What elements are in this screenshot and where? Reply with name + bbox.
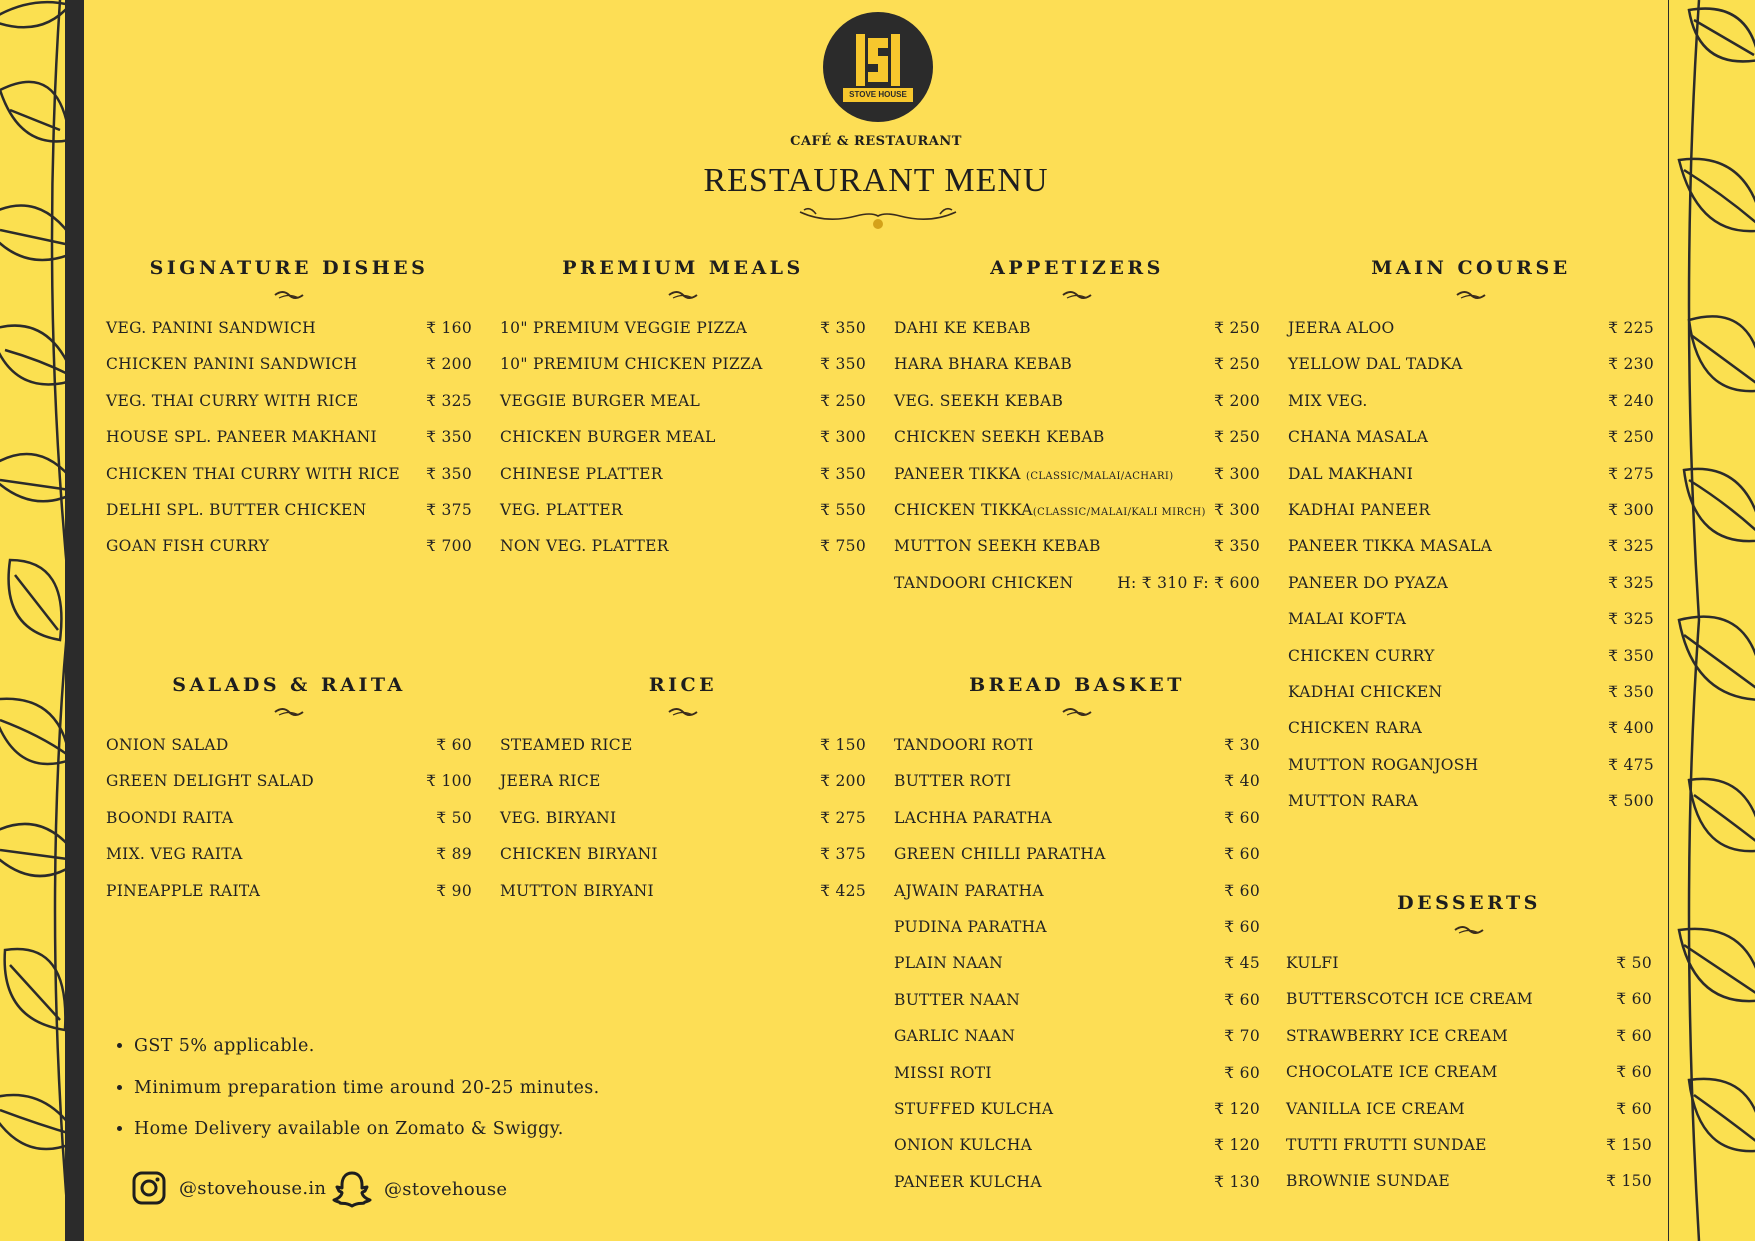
item-name: VEG. PLATTER [500,500,623,519]
menu-item [500,355,866,391]
item-price: ₹ 300 [820,428,866,447]
menu-item [894,501,1260,537]
item-price: ₹ 60 [1616,1026,1652,1045]
section-title: APPETIZERS [990,257,1164,279]
section-title: RICE [648,674,718,696]
stove-house-logo [823,12,933,122]
item-name: BUTTER ROTI [894,772,1012,791]
item-name: ONION SALAD [106,736,229,754]
item-name: CHICKEN TIKKA [894,500,1033,519]
item-price: ₹ 30 [1224,736,1260,754]
item-price: ₹ 60 [1224,845,1260,864]
item-name: KADHAI CHICKEN [1288,682,1443,701]
menu-item [894,845,1260,881]
item-name: 10" PREMIUM CHICKEN PIZZA [500,355,763,374]
main-course-items [1288,319,1654,828]
menu-item [500,319,866,355]
section-bread-basket [894,674,1260,1209]
menu-item [894,1100,1260,1136]
menu-item [894,319,1260,355]
menu-item [894,465,1260,501]
menu-item [1288,792,1654,828]
item-name: JEERA ALOO [1288,319,1395,337]
menu-item [894,918,1260,954]
item-price: ₹ 350 [1608,646,1654,665]
item-name: VEGGIE BURGER MEAL [500,391,701,410]
item-price: ₹ 425 [820,881,866,900]
menu-item [894,809,1260,845]
item-price: ₹ 400 [1608,719,1654,738]
signature-items [106,319,472,574]
item-price: ₹ 300 [1214,464,1260,483]
item-name: MUTTON BIRYANI [500,881,654,900]
item-name: GOAN FISH CURRY [106,537,270,556]
item-price: ₹ 350 [426,464,472,483]
appetizer-items [894,319,1260,610]
item-price: ₹ 60 [436,736,472,754]
menu-item [1288,719,1654,755]
item-price: ₹ 120 [1214,1136,1260,1155]
menu-title: RESTAURANT MENU [703,162,1049,199]
item-price: ₹ 50 [436,808,472,827]
item-name: YELLOW DAL TADKA [1288,355,1463,374]
menu-item [1288,574,1654,610]
item-price: ₹ 750 [820,537,866,556]
salad-items [106,736,472,918]
rice-items [500,736,866,918]
menu-item [894,991,1260,1027]
instagram-handle: @stovehouse.in [179,1177,327,1199]
item-name: CHICKEN BURGER MEAL [500,428,716,447]
item-name: CHICKEN RARA [1288,719,1423,738]
item-name: KULFI [1286,954,1339,972]
item-name: BOONDI RAITA [106,808,234,827]
menu-item [894,1173,1260,1209]
bread-items [894,736,1260,1209]
logo-monogram [854,34,902,86]
item-price: ₹ 60 [1224,808,1260,827]
right-leaf-border [1669,0,1755,1241]
item-name: STUFFED KULCHA [894,1099,1054,1118]
item-price: ₹ 300 [1214,500,1260,519]
item-price: ₹ 250 [1214,319,1260,337]
snapchat-icon [332,1170,372,1208]
menu-item [500,392,866,428]
menu-item [106,736,472,772]
section-salads-raita [106,674,472,918]
item-price: ₹ 45 [1224,954,1260,973]
item-variant-note: (CLASSIC/MALAI/ACHARI) [1026,470,1174,482]
item-price: ₹ 60 [1224,1063,1260,1082]
item-price: ₹ 325 [426,391,472,410]
section-flourish [667,289,699,301]
item-name: MIX. VEG RAITA [106,845,243,864]
item-price: ₹ 350 [820,319,866,337]
menu-item [1288,501,1654,537]
item-name: PLAIN NAAN [894,954,1004,973]
item-price: ₹ 100 [426,772,472,791]
note-preparation-time: • Minimum preparation time around 20-25 minutes. [134,1078,600,1120]
item-price: ₹ 150 [1606,1135,1652,1154]
menu-item [894,1027,1260,1063]
section-flourish [273,289,305,301]
menu-item [894,355,1260,391]
menu-item [106,319,472,355]
item-name: CHICKEN PANINI SANDWICH [106,355,358,374]
item-price: ₹ 70 [1224,1027,1260,1046]
item-name: VEG. THAI CURRY WITH RICE [106,391,359,410]
item-name: VEG. SEEKH KEBAB [894,391,1064,410]
item-price: ₹ 300 [1608,500,1654,519]
menu-item [500,845,866,881]
dessert-items [1286,954,1652,1209]
menu-item [1288,428,1654,464]
item-name: 10" PREMIUM VEGGIE PIZZA [500,319,748,337]
menu-item [1288,319,1654,355]
item-name: GREEN CHILLI PARATHA [894,845,1106,864]
item-price: ₹ 60 [1224,917,1260,936]
menu-item [1288,683,1654,719]
section-flourish [1061,706,1093,718]
item-name: PINEAPPLE RAITA [106,881,261,900]
menu-item [1288,610,1654,646]
item-price: ₹ 89 [436,845,472,864]
item-price: ₹ 240 [1608,391,1654,410]
item-price: ₹ 160 [426,319,472,337]
section-rice [500,674,866,918]
item-price: ₹ 350 [1608,682,1654,701]
item-name: CHICKEN SEEKH KEBAB [894,428,1105,447]
section-appetizers [894,257,1260,610]
menu-item [1286,1063,1652,1099]
item-name: STRAWBERRY ICE CREAM [1286,1026,1508,1045]
item-price: ₹ 325 [1608,537,1654,556]
menu-item [894,428,1260,464]
note-gst: • GST 5% applicable. [134,1036,600,1078]
menu-item [1288,537,1654,573]
item-name: VANILLA ICE CREAM [1286,1099,1465,1118]
menu-item [894,1064,1260,1100]
item-price: ₹ 230 [1608,355,1654,374]
item-price: ₹ 150 [1606,1172,1652,1191]
section-title: SIGNATURE DISHES [149,257,429,279]
item-name: BROWNIE SUNDAE [1286,1172,1451,1191]
item-name: CHICKEN THAI CURRY WITH RICE [106,464,400,483]
item-name: VEG. PANINI SANDWICH [106,319,316,337]
item-name: STEAMED RICE [500,736,633,754]
menu-item [106,537,472,573]
section-desserts [1286,892,1652,1209]
section-flourish [1061,289,1093,301]
item-price: ₹ 60 [1616,1063,1652,1082]
item-price: ₹ 200 [820,772,866,791]
menu-item [500,428,866,464]
item-price: ₹ 130 [1214,1172,1260,1191]
menu-item [500,736,866,772]
item-price: ₹ 350 [820,355,866,374]
item-price: ₹ 275 [1608,464,1654,483]
item-name: PUDINA PARATHA [894,917,1047,936]
menu-item [894,1136,1260,1172]
item-price: ₹ 150 [820,736,866,754]
item-price: ₹ 550 [820,500,866,519]
section-premium-meals [500,257,866,574]
menu-item [1286,1100,1652,1136]
item-variant-note: (CLASSIC/MALAI/KALI MIRCH) [1032,506,1206,518]
item-price: ₹ 50 [1616,954,1652,972]
menu-item [106,882,472,918]
menu-item [1286,990,1652,1026]
item-price: ₹ 225 [1608,319,1654,337]
item-name: PANEER TIKKA [894,464,1027,483]
menu-item [500,772,866,808]
snapchat-link[interactable] [332,1170,507,1208]
leaf-pattern-right [1669,0,1755,1241]
menu-item [106,428,472,464]
menu-item [894,736,1260,772]
item-name: AJWAIN PARATHA [894,881,1044,900]
item-price: ₹ 350 [1214,537,1260,556]
item-name: MISSI ROTI [894,1063,992,1082]
item-name: BUTTERSCOTCH ICE CREAM [1286,990,1533,1009]
item-price: ₹ 350 [820,464,866,483]
item-price: ₹ 250 [1214,355,1260,374]
section-flourish [1453,924,1485,936]
snapchat-handle: @stovehouse [384,1178,508,1200]
menu-item [106,355,472,391]
item-price: ₹ 375 [820,845,866,864]
menu-item [106,465,472,501]
menu-item [1288,465,1654,501]
item-name: VEG. BIRYANI [500,808,617,827]
section-title: DESSERTS [1397,892,1541,914]
item-name: ONION KULCHA [894,1136,1033,1155]
item-name: GARLIC NAAN [894,1027,1016,1046]
item-name: BUTTER NAAN [894,990,1021,1009]
menu-item [500,882,866,918]
note-home-delivery: • Home Delivery available on Zomato & Swiggy. [134,1119,600,1161]
menu-item [1288,756,1654,792]
item-name: GREEN DELIGHT SALAD [106,772,314,791]
item-price: ₹ 275 [820,808,866,827]
item-price: ₹ 60 [1616,990,1652,1009]
item-name: TANDOORI ROTI [894,736,1034,754]
item-price: ₹ 250 [1214,428,1260,447]
section-main-course [1288,257,1654,828]
item-name: MUTTON ROGANJOSH [1288,755,1479,774]
menu-item [1286,1136,1652,1172]
item-name: MIX VEG. [1288,391,1368,410]
item-price: H: ₹ 310 F: ₹ 600 [1117,573,1260,592]
menu-item [1286,1027,1652,1063]
item-name: DAL MAKHANI [1288,464,1414,483]
item-price: ₹ 200 [1214,391,1260,410]
item-price: ₹ 500 [1608,792,1654,811]
menu-item [106,501,472,537]
menu-item [1288,392,1654,428]
item-name: JEERA RICE [500,772,601,791]
menu-item [894,954,1260,990]
cafe-subtitle: CAFÉ & RESTAURANT [790,134,962,149]
item-price: ₹ 120 [1214,1099,1260,1118]
item-name: CHICKEN BIRYANI [500,845,658,864]
item-price: ₹ 250 [1608,428,1654,447]
item-name: CHOCOLATE ICE CREAM [1286,1063,1498,1082]
item-price: ₹ 40 [1224,772,1260,791]
title-flourish-ornament [796,202,960,232]
menu-item [894,392,1260,428]
item-price: ₹ 375 [426,500,472,519]
item-name: KADHAI PANEER [1288,500,1431,519]
menu-item [500,501,866,537]
menu-item [1288,355,1654,391]
section-signature-dishes [106,257,472,574]
menu-item [500,537,866,573]
item-name: CHICKEN CURRY [1288,646,1435,665]
menu-item [894,537,1260,573]
item-name: PANEER DO PYAZA [1288,573,1449,592]
section-title: SALADS & RAITA [172,674,406,696]
item-price: ₹ 475 [1608,755,1654,774]
menu-item [1288,647,1654,683]
item-price: ₹ 700 [426,537,472,556]
menu-item [500,809,866,845]
instagram-link[interactable] [131,1170,326,1206]
section-flourish [273,706,305,718]
item-name: CHANA MASALA [1288,428,1429,447]
menu-item [106,845,472,881]
menu-item [1286,954,1652,990]
section-flourish [667,706,699,718]
instagram-icon [131,1170,167,1206]
item-name: NON VEG. PLATTER [500,537,669,556]
menu-notes [112,1036,600,1161]
section-title: PREMIUM MEALS [562,257,804,279]
item-name: MUTTON RARA [1288,792,1419,811]
item-price: ₹ 325 [1608,610,1654,629]
menu-item [894,772,1260,808]
item-price: ₹ 60 [1224,881,1260,900]
item-name: MUTTON SEEKH KEBAB [894,537,1101,556]
item-price: ₹ 60 [1616,1099,1652,1118]
section-title: MAIN COURSE [1371,257,1571,279]
item-name: DAHI KE KEBAB [894,319,1031,337]
menu-item [106,809,472,845]
item-price: ₹ 200 [426,355,472,374]
menu-item [500,465,866,501]
section-flourish [1455,289,1487,301]
menu-item [1286,1172,1652,1208]
item-price: ₹ 250 [820,391,866,410]
item-name: HOUSE SPL. PANEER MAKHANI [106,428,377,447]
item-name: CHINESE PLATTER [500,464,663,483]
item-name: HARA BHARA KEBAB [894,355,1073,374]
item-name: TUTTI FRUTTI SUNDAE [1286,1135,1487,1154]
item-price: ₹ 90 [436,881,472,900]
left-dark-stripe [65,0,84,1241]
item-price: ₹ 60 [1224,990,1260,1009]
menu-item [106,772,472,808]
item-price: ₹ 325 [1608,573,1654,592]
item-name: MALAI KOFTA [1288,610,1407,629]
item-name: DELHI SPL. BUTTER CHICKEN [106,500,367,519]
menu-item [106,392,472,428]
item-name: PANEER TIKKA MASALA [1288,537,1493,556]
item-name: PANEER KULCHA [894,1172,1042,1191]
premium-items [500,319,866,574]
item-name: LACHHA PARATHA [894,808,1052,827]
section-title: BREAD BASKET [969,674,1185,696]
item-price: ₹ 350 [426,428,472,447]
menu-item [894,574,1260,610]
item-name: TANDOORI CHICKEN [894,573,1074,592]
menu-item [894,882,1260,918]
logo-brand-text: STOVE HOUSE [843,88,913,102]
